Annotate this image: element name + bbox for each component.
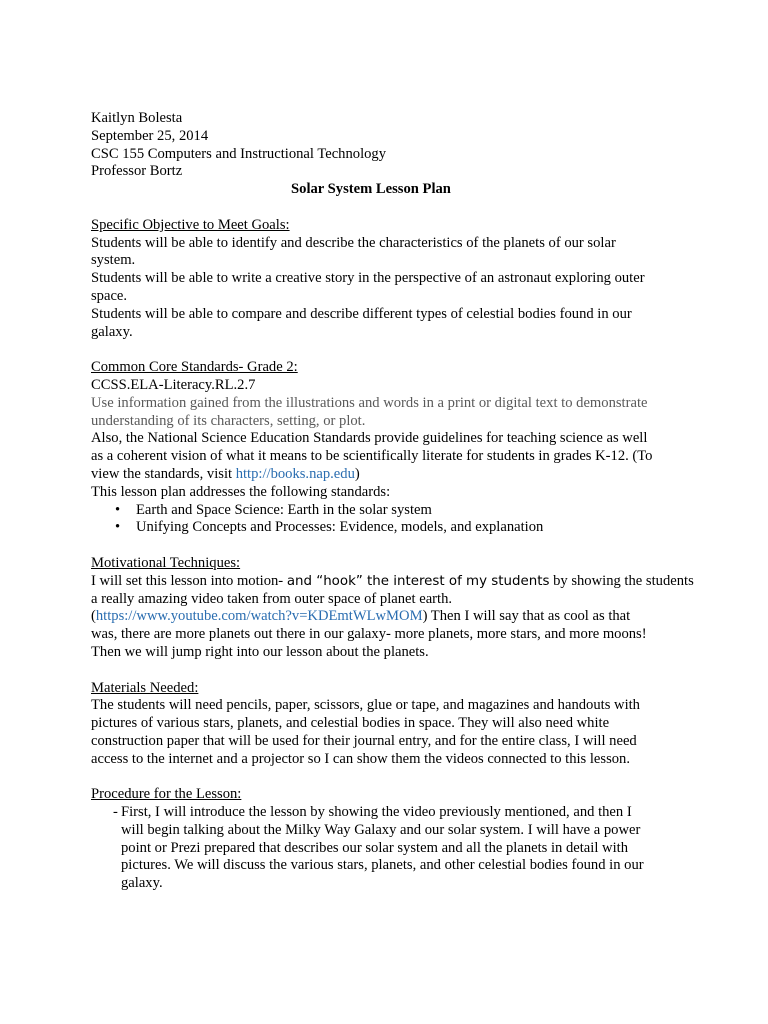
motivation-text: I will set this lesson into motion- <box>91 572 287 589</box>
list-item <box>91 519 696 537</box>
materials-line: access to the internet and a projector so I can show them the videos connected to this lesson. <box>91 750 630 767</box>
author-name: Kaitlyn Bolesta <box>91 110 183 126</box>
standard-code: CCSS.ELA-Literacy.RL.2.7 <box>91 376 256 393</box>
standard-description: Use information gained from the illustrations and words in a print or digital text to demonstrate <box>91 394 648 411</box>
procedure-line: galaxy. <box>121 875 163 892</box>
objectives-line: system. <box>91 252 136 269</box>
objectives-line: Students will be able to write a creative story in the perspective of an astronaut exploring outer <box>91 270 645 287</box>
motivation-text: by showing the students <box>549 572 694 589</box>
spacer <box>91 662 696 680</box>
standards-paragraph-line: Also, the National Science Education Standards provide guidelines for teaching science as well <box>91 430 648 447</box>
motivation-line <box>91 608 696 626</box>
motivation-line: a really amazing video taken from outer space of planet earth. <box>91 590 453 607</box>
motivation-hook-text: and “hook” the interest of my students <box>286 573 550 589</box>
motivation-line: was, there are more planets out there in our galaxy- more planets, more stars, and more moons! <box>91 626 647 643</box>
list-item <box>91 804 696 893</box>
standards-visit-prefix: view the standards, visit <box>91 465 236 482</box>
objectives-heading: Specific Objective to Meet Goals: <box>91 216 290 233</box>
document-body <box>91 110 696 893</box>
procedure-line: First, I will introduce the lesson by showing the video previously mentioned, and then I <box>121 804 632 821</box>
list-item <box>91 502 696 520</box>
dash-bullet: - <box>113 804 118 821</box>
standards-paragraph-line: as a coherent vision of what it means to be scientifically literate for students in grades K-12. (To <box>91 448 653 465</box>
spacer <box>91 341 696 359</box>
youtube-link[interactable]: https://www.youtube.com/watch?v=KDEmtWLwMOM <box>95 608 423 625</box>
motivation-line: Then we will jump right into our lesson about the planets. <box>91 643 429 660</box>
page-title: Solar System Lesson Plan <box>291 181 451 198</box>
books-nap-link[interactable]: http://books.nap.edu <box>235 465 355 482</box>
standards-visit-suffix: ) <box>354 465 360 482</box>
document-date: September 25, 2014 <box>91 127 209 144</box>
materials-line: construction paper that will be used for their journal entry, and for the entire class, I will need <box>91 732 637 749</box>
spacer <box>91 199 696 217</box>
procedure-line: point or Prezi prepared that describes our solar system and all the planets in detail with <box>121 839 628 856</box>
motivation-heading: Motivational Techniques: <box>91 554 241 571</box>
objectives-line: Students will be able to compare and describe different types of celestial bodies found in our <box>91 305 632 322</box>
standards-addresses-line: This lesson plan addresses the following standards: <box>91 483 391 500</box>
materials-line: The students will need pencils, paper, scissors, glue or tape, and magazines and handouts with <box>91 697 640 714</box>
materials-line: pictures of various stars, planets, and celestial bodies in space. They will also need white <box>91 715 610 732</box>
objectives-line: space. <box>91 287 128 304</box>
bullet-icon: • <box>115 519 121 536</box>
bullet-icon: • <box>115 501 121 518</box>
standards-heading: Common Core Standards- Grade 2: <box>91 359 298 376</box>
professor-name: Professor Bortz <box>91 163 183 180</box>
procedure-line: will begin talking about the Milky Way Galaxy and our solar system. I will have a power <box>121 821 641 838</box>
list-item-text: Unifying Concepts and Processes: Evidence, models, and explanation <box>136 519 544 536</box>
spacer <box>91 537 696 555</box>
objectives-line: galaxy. <box>91 323 133 340</box>
procedure-heading: Procedure for the Lesson: <box>91 786 242 803</box>
standards-visit-line <box>91 466 696 484</box>
materials-heading: Materials Needed: <box>91 679 199 696</box>
motivation-text: ( <box>91 608 96 625</box>
motivation-text: ) Then I will say that as cool as that <box>422 608 631 625</box>
spacer <box>91 768 696 786</box>
list-item-text: Earth and Space Science: Earth in the solar system <box>136 501 432 518</box>
procedure-line: pictures. We will discuss the various stars, planets, and other celestial bodies found in our <box>121 857 644 874</box>
standard-description: understanding of its characters, setting, or plot. <box>91 412 366 429</box>
course-name: CSC 155 Computers and Instructional Technology <box>91 145 387 162</box>
motivation-line <box>91 573 696 591</box>
objectives-line: Students will be able to identify and describe the characteristics of the planets of our solar <box>91 234 616 251</box>
